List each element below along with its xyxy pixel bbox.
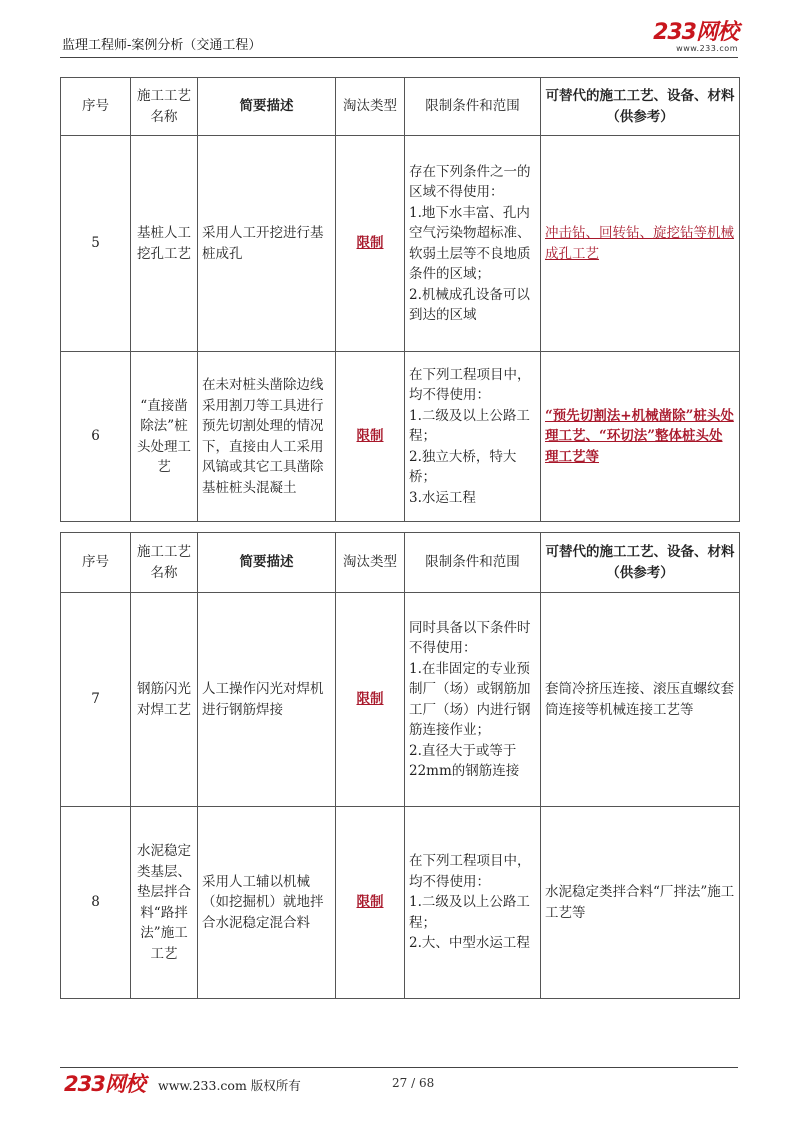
table-row — [61, 352, 740, 522]
footer-rule — [60, 1067, 738, 1068]
alternatives-link[interactable]: “预先切割法+机械凿除”桩头处理工艺、“环切法”整体桩头处理工艺等 — [545, 407, 734, 465]
header-alternatives: 可替代的施工工艺、设备、材料（供参考） — [541, 78, 740, 136]
table-row — [61, 807, 740, 999]
header-restrictions: 限制条件和范围 — [405, 533, 541, 593]
header-process-name: 施工工艺名称 — [131, 78, 198, 136]
header-logo[interactable] — [653, 22, 738, 53]
logo-url: www.233.com — [676, 44, 738, 53]
type-link[interactable]: 限制 — [356, 428, 384, 445]
row-seq: 8 — [61, 807, 131, 999]
row-description: 采用人工开挖进行基桩成孔 — [198, 136, 336, 352]
row-restrictions: 在下列工程项目中，均不得使用： 1.二级及以上公路工程； 2.独立大桥，特大桥； 3.水运工程 — [405, 352, 541, 522]
row-description: 人工操作闪光对焊机进行钢筋焊接 — [198, 593, 336, 807]
table-header-row — [61, 533, 740, 593]
header-elimination-type: 淘汰类型 — [336, 78, 405, 136]
alternatives-link[interactable]: 冲击钻、回转钻、旋挖钻等机械成孔工艺 — [545, 225, 734, 262]
footer-copyright: www.233.com 版权所有 — [158, 1078, 301, 1093]
header-seq: 序号 — [61, 533, 131, 593]
footer-logo[interactable]: 233网校 — [64, 1072, 145, 1096]
header-alternatives: 可替代的施工工艺、设备、材料（供参考） — [541, 533, 740, 593]
row-restrictions: 在下列工程项目中，均不得使用： 1.二级及以上公路工程； 2.大、中型水运工程 — [405, 807, 541, 999]
type-link[interactable]: 限制 — [356, 691, 384, 708]
header-rule — [60, 57, 738, 58]
header-process-name: 施工工艺名称 — [131, 533, 198, 593]
row-restrictions: 同时具备以下条件时不得使用： 1.在非固定的专业预制厂（场）或钢筋加工厂（场）内进行钢筋连接作业； 2.直径大于或等于22mm的钢筋连接 — [405, 593, 541, 807]
header-restrictions: 限制条件和范围 — [405, 78, 541, 136]
type-link[interactable]: 限制 — [356, 235, 384, 252]
process-table-1 — [60, 77, 740, 522]
row-seq: 6 — [61, 352, 131, 522]
header-title: 监理工程师-案例分析（交通工程） — [62, 38, 262, 53]
type-link[interactable]: 限制 — [356, 894, 384, 911]
row-description: 采用人工辅以机械（如挖掘机）就地拌合水泥稳定混合料 — [198, 807, 336, 999]
row-alternatives: 水泥稳定类拌合料“厂拌法”施工工艺等 — [541, 807, 740, 999]
header-description: 简要描述 — [198, 533, 336, 593]
row-name: 水泥稳定类基层、垫层拌合料“路拌法”施工工艺 — [131, 807, 198, 999]
process-table-2 — [60, 532, 740, 999]
logo-brand: 233网校 — [653, 20, 738, 45]
row-name: 钢筋闪光对焊工艺 — [131, 593, 198, 807]
row-seq: 5 — [61, 136, 131, 352]
row-description: 在未对桩头凿除边线采用割刀等工具进行预先切割处理的情况下，直接由人工采用风镐或其它工具凿除基桩桩头混凝土 — [198, 352, 336, 522]
table-header-row — [61, 78, 740, 136]
table-row — [61, 136, 740, 352]
row-seq: 7 — [61, 593, 131, 807]
page-number: 27 / 68 — [392, 1076, 435, 1090]
table-row — [61, 593, 740, 807]
header-elimination-type: 淘汰类型 — [336, 533, 405, 593]
header-seq: 序号 — [61, 78, 131, 136]
row-name: 基桩人工挖孔工艺 — [131, 136, 198, 352]
row-name: “直接凿除法”桩头处理工艺 — [131, 352, 198, 522]
header-description: 简要描述 — [198, 78, 336, 136]
row-restrictions: 存在下列条件之一的区域不得使用： 1.地下水丰富、孔内空气污染物超标准、软弱土层等不良地质条件的区域； 2.机械成孔设备可以到达的区域 — [405, 136, 541, 352]
row-alternatives: 套筒冷挤压连接、滚压直螺纹套筒连接等机械连接工艺等 — [541, 593, 740, 807]
